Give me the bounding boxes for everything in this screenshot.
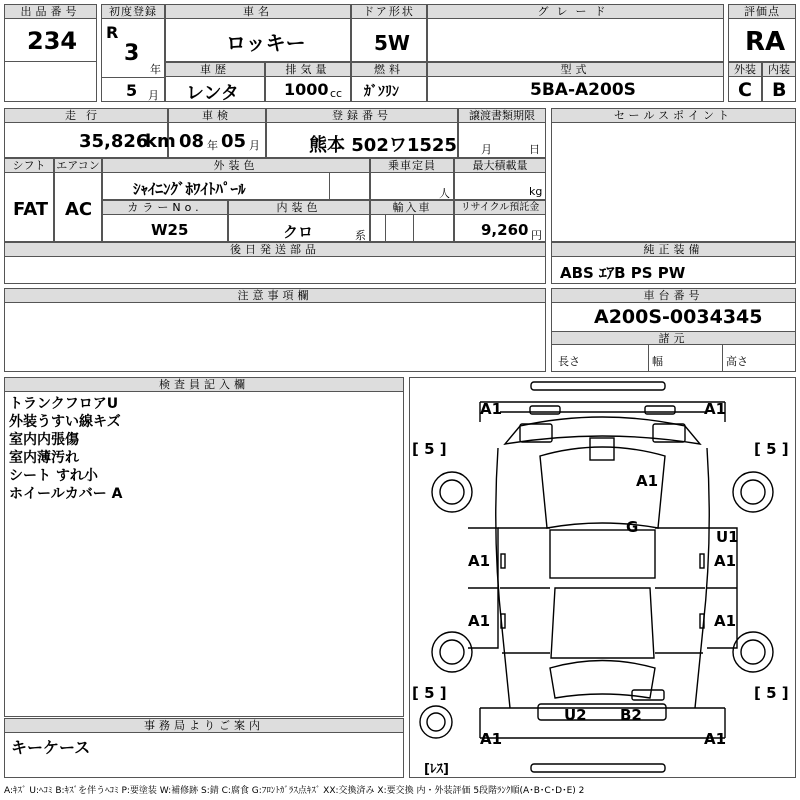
first-reg-label: 初度登録 — [102, 5, 164, 19]
lot-label: 出品番号 — [5, 5, 96, 19]
mirror-right-shape — [700, 554, 704, 568]
fuel-cell — [351, 62, 427, 102]
rear-bumper-shape — [531, 764, 665, 772]
chassis-label: 車台番号 — [552, 289, 795, 303]
mileage-unit: km — [145, 131, 176, 152]
front-edge-shape — [480, 402, 725, 422]
registration-number: 熊本 502ワ1525 — [309, 135, 457, 156]
import-label: 輸入車 — [371, 201, 453, 215]
spare-tire-shape — [420, 706, 452, 738]
office-notice-cell — [4, 718, 404, 778]
load-cell — [454, 158, 546, 200]
displacement-label: 排気量 — [266, 63, 350, 77]
later-parts-cell — [4, 242, 546, 284]
reg-year: 3 — [124, 41, 140, 66]
spare-wheel-shape — [427, 713, 445, 731]
capacity-label: 乗車定員 — [371, 159, 453, 173]
recycle-cell — [454, 200, 546, 242]
caution-label: 注意事項欄 — [5, 289, 545, 303]
exterior-label: 外装 — [729, 63, 761, 77]
import-cell — [370, 200, 454, 242]
grade-label: グレード — [428, 5, 723, 19]
transfer-day: 日 — [529, 143, 540, 156]
recycle-unit: 円 — [531, 229, 542, 242]
hood-shape — [505, 417, 700, 444]
caution-cell — [4, 288, 546, 372]
height-label: 高さ — [726, 355, 748, 368]
color-number: W25 — [151, 221, 189, 239]
ac-value: AC — [65, 199, 93, 220]
month-unit: 月 — [148, 89, 159, 102]
inspector-notes-cell — [4, 377, 404, 717]
exterior-grade: C — [738, 79, 752, 101]
displacement-value: 1000 — [284, 80, 329, 99]
model-cell — [427, 62, 724, 102]
inspection-year-unit: 年 — [207, 139, 218, 152]
interior-label: 内装 — [763, 63, 795, 77]
rear-reflector-shape — [632, 690, 664, 700]
load-unit: kg — [529, 185, 543, 198]
door-label: ドア形状 — [352, 5, 426, 19]
sales-point-label: セールスポイント — [552, 109, 795, 123]
mileage-label: 走行 — [5, 109, 167, 123]
model-label: 型式 — [428, 63, 723, 77]
damage-mark: A1 — [704, 730, 727, 748]
wheel-rear-right-shape — [741, 640, 765, 664]
damage-mark: A1 — [704, 400, 727, 418]
damage-mark: B2 — [620, 706, 642, 724]
shift-value: FAT — [13, 199, 49, 220]
capacity-cell — [370, 158, 454, 200]
name-label: 車名 — [166, 5, 350, 19]
tire-rear-right-shape — [733, 632, 773, 672]
interior-color-cell — [228, 200, 370, 242]
car-name-cell — [165, 4, 351, 62]
inspector-note-1: トランクフロアU — [9, 396, 119, 412]
mirror-left-shape — [501, 554, 505, 568]
front-light-left-shape — [530, 406, 560, 414]
office-label: 事務局よりご案内 — [5, 719, 403, 733]
score-value: RA — [745, 27, 786, 57]
tire-rating: [ 5 ] — [412, 440, 447, 458]
width-label: 幅 — [652, 355, 663, 368]
damage-mark: A1 — [714, 552, 737, 570]
color-number-label: カラーNo. — [103, 201, 227, 215]
history-label: 車歴 — [166, 63, 264, 77]
interior-color: クロ — [283, 223, 314, 241]
interior-grade: B — [772, 79, 787, 101]
inspection-year: 08 — [179, 131, 205, 152]
spare-status: [ﾚｽ] — [424, 762, 449, 777]
exterior-cell — [728, 62, 762, 102]
roof-front-shape — [550, 530, 655, 578]
score-cell — [728, 4, 796, 62]
chassis-cell — [551, 288, 796, 372]
first-registration-cell — [101, 4, 165, 102]
tire-rating: [ 5 ] — [412, 684, 447, 702]
interior-cell — [762, 62, 796, 102]
history-value: レンタ — [186, 83, 239, 104]
inspector-note-2: 外装うすい線キズ — [9, 414, 121, 430]
recycle-value: 9,260 — [481, 221, 529, 239]
legend-text: A:ｷｽﾞ U:ﾍｺﾐ B:ｷｽﾞを伴うﾍｺﾐ P:要塗装 W:補修跡 S:錆 C:腐食 G:ﾌﾛﾝﾄｶﾞﾗｽ点ｷｽﾞ XX:交換済み X:要交換 内・外装評価 5段階ﾗﾝｸ順(A･B･C･D･E) 2 — [4, 786, 585, 796]
fuel-value: ｶﾞｿﾘﾝ — [364, 84, 399, 100]
chassis-number: A200S-0034345 — [594, 306, 763, 328]
recycle-label: リサイクル預託金 — [455, 201, 545, 215]
inspector-note-6: ホイールカバー A — [9, 486, 123, 502]
inspector-note-4: 室内薄汚れ — [9, 450, 79, 466]
history-cell — [165, 62, 265, 102]
transfer-deadline-cell — [458, 108, 546, 158]
grille-shape — [590, 438, 614, 460]
damage-mark: A1 — [714, 612, 737, 630]
displacement-cell — [265, 62, 351, 102]
capacity-unit: 人 — [439, 187, 450, 200]
damage-mark: U1 — [716, 528, 739, 546]
inspector-note-5: シート すれ小 — [9, 468, 98, 484]
transfer-label: 譲渡書類期限 — [459, 109, 545, 123]
color-cell — [102, 158, 370, 200]
damage-mark: U2 — [564, 706, 587, 724]
equipment-value: ABS ｴｱB PS PW — [560, 264, 686, 282]
color-value: ｼｬｲﾆﾝｸﾞﾎﾜｲﾄﾊﾟｰﾙ — [133, 180, 246, 198]
mirror2-right-shape — [700, 614, 704, 628]
inspection-month: 05 — [221, 131, 247, 152]
equipment-cell — [551, 242, 796, 284]
inspector-note-3: 室内内張傷 — [9, 432, 79, 448]
rear-lamp-shape — [538, 704, 666, 720]
length-label: 長さ — [558, 355, 580, 368]
wheel-rear-left-shape — [440, 640, 464, 664]
damage-mark: A1 — [480, 730, 503, 748]
door-cell — [351, 4, 427, 62]
door-type: 5W — [374, 31, 410, 55]
mirror2-left-shape — [501, 614, 505, 628]
damage-mark: A1 — [468, 612, 491, 630]
era: R — [106, 23, 119, 42]
mileage-cell — [4, 108, 176, 158]
vehicle-diagram — [409, 377, 796, 778]
tire-front-right-shape — [733, 472, 773, 512]
mileage-value: 35,826 — [79, 131, 149, 152]
ac-label: エアコン — [56, 159, 100, 172]
inspection-label: 車検 — [169, 109, 265, 123]
damage-mark: A1 — [480, 400, 503, 418]
lot-cell — [4, 4, 97, 102]
front-bumper-shape — [531, 382, 665, 390]
reg-month: 5 — [126, 81, 138, 100]
car-outline-svg — [410, 378, 795, 777]
shift-label: シフト — [5, 159, 53, 173]
door-lines-shape — [498, 528, 707, 653]
damage-mark: A1 — [468, 552, 491, 570]
inspection-month-unit: 月 — [249, 139, 260, 152]
sales-point-cell — [551, 108, 796, 242]
transfer-month: 月 — [481, 143, 492, 156]
registration-label: 登録番号 — [267, 109, 457, 123]
tire-rear-left-shape — [432, 632, 472, 672]
registration-cell — [266, 108, 458, 158]
lot-number: 234 — [27, 27, 78, 55]
score-label: 評価点 — [729, 5, 795, 19]
damage-mark: G — [626, 518, 639, 536]
inspection-cell — [168, 108, 266, 158]
rear-shape — [480, 708, 725, 738]
equipment-label: 純正装備 — [552, 243, 795, 257]
color-number-cell — [102, 200, 228, 242]
roof-rear-shape — [551, 588, 654, 658]
interior-color-unit: 系 — [355, 229, 366, 242]
tire-front-left-shape — [432, 472, 472, 512]
inspector-label: 検査員記入欄 — [5, 378, 403, 392]
rear-glass-shape — [550, 661, 655, 699]
car-name: ロッキー — [226, 31, 306, 55]
displacement-unit: cc — [330, 87, 343, 100]
model-value: 5BA-A200S — [530, 80, 636, 100]
tire-rating: [ 5 ] — [754, 440, 789, 458]
specs-label: 諸元 — [552, 331, 795, 345]
load-label: 最大積載量 — [455, 159, 545, 173]
wheel-front-right-shape — [741, 480, 765, 504]
tire-rating: [ 5 ] — [754, 684, 789, 702]
year-unit: 年 — [150, 63, 161, 76]
wheel-front-left-shape — [440, 480, 464, 504]
interior-color-label: 内装色 — [229, 201, 369, 215]
later-parts-label: 後日発送部品 — [5, 243, 545, 257]
damage-mark: A1 — [636, 472, 659, 490]
office-note: キーケース — [11, 738, 91, 757]
shift-cell — [4, 158, 54, 242]
fuel-label: 燃料 — [352, 63, 426, 77]
color-label: 外装色 — [103, 159, 369, 173]
front-light-right-shape — [645, 406, 675, 414]
ac-cell — [54, 158, 102, 242]
grade-cell — [427, 4, 724, 62]
